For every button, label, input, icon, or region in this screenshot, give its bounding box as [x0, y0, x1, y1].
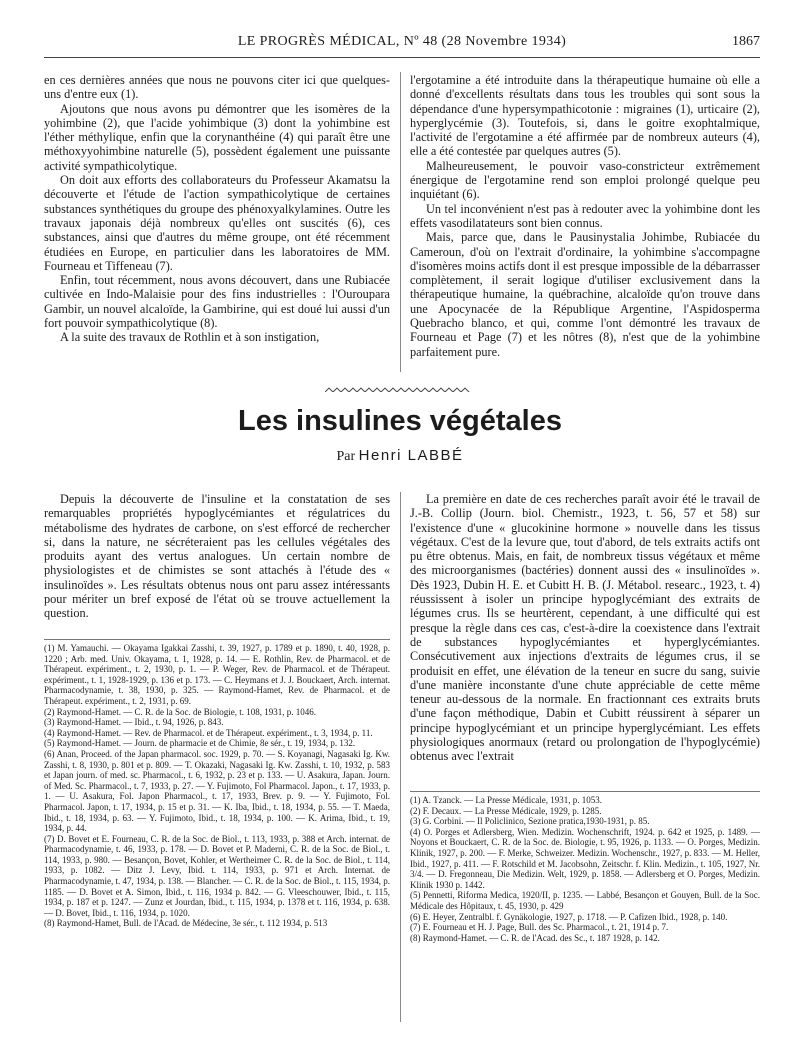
footnote: (7) D. Bovet et E. Fourneau, C. R. de la Soc. de Biol., t. 113, 1933, p. 388 et Arch. internat. de Pharmacodynamie, t. 46, 1933, p. 178. — D. Bovet et P. Maderni, C. R. de la Soc. de Biol., t. 114, 1933, p. 980. — Besançon, Bovet, Kohler, et Wertheimer C. R. de la Soc. de Biol., t. 114, 1933, p. 1082. — Ditz J. Levy, Ibid. t. 114, 1933, p. 971 et Arch. Internat. de Pharmacodynamie, t. 47, 1934, p. 138. — Blancher. — C. R. de la Soc. de Biol., t. 115, 1934, p. 1185. — D. Bovet et A. Simon, Ibid., t. 116, 1934 p. 842. — G. Vleeschouwer, Ibid., t. 115, 1934, p. 187 et p. 1247. — Zunz et Jourdan, Ibid., t. 115, 1934, p. 1378 et t. 116, 1934, p. 638. — D. Bovet, Ibid., t. 116, 1934, p. 1020. [44, 833, 390, 918]
paragraph: Mais, parce que, dans le Pausinystalia Johimbe, Rubiacée du Cameroun, d'où on l'extrait d'ordinaire, la yohimbine s'accompagne d'isomères moins actifs dont il est presque impossible de la débarrasser complètement, il serait logique d'utiliser exclusivement dans la thérapeutique humaine, la québrachine, alcaloïde qu'on trouve dans une Apocynacée de la République Argentine, l'Aspidosperma Quebracho blanco, et qui, comme l'ont démontré les travaux de Fourneau et Page (7) et les nôtres (8), n'est que de la yohimbine parfaitement pure. [410, 230, 760, 359]
paragraph: On doit aux efforts des collaborateurs du Professeur Akamatsu la découverte et l'étude de l'action sympathicolytique de certaines substances synthétiques du groupe des phénoxyalkylamines. Outre les travaux japonais déjà nombreux qu'elles ont suscités (6), ces substances, ainsi que d'autres du même groupe, ont été récemment étudiées en Europe, en particulier dans les laboratoires de MM. Fourneau et Tiffeneau (7). [44, 173, 390, 273]
footnote: (6) E. Heyer, Zentralbl. f. Gynäkologie, 1927, p. 1718. — P. Cafizen Ibid., 1928, p. 140. [410, 911, 728, 922]
page-number: 1867 [732, 34, 760, 49]
footnote-rule [410, 791, 760, 792]
prev-article-left-column [44, 73, 390, 345]
footnote: (7) E. Fourneau et H. J. Page, Bull. des Sc. Pharmacol., t. 21, 1914 p. 7. [410, 922, 669, 933]
paragraph: Depuis la découverte de l'insuline et la constatation de ses remarquables propriétés hypoglycémiantes et régulatrices du métabolisme des hydrates de carbone, on s'est efforcé de rechercher si, dans la nature, ne sécréteraient pas les cellules végétales des produits ayant des vertus analogues. Un certain nombre de physiologistes et de chimistes se sont attachés à l'étude des « insulinoïdes ». Les résultats obtenus nous ont paru assez intéressants pour mériter un bref exposé de l'état où se trouve actuellement la question. [44, 492, 390, 621]
footnote-rule [44, 639, 390, 640]
footnote: (6) Anan, Proceed. of the Japan pharmacol. soc. 1929, p. 70. — S. Koyanagi, Nagasaki Ig. Kw. Zasshi, t. 8, 1930, p. 801 et p. 809. — T. Okazaki, Nagasaki Ig. Kw. Zasshi, t. 10, 1932, p. 583 et Japan journ. of med. sc. Pharmacol., t. 6, 1932, p. 23 et p. 133. — U. Asakura, Japan. Journ. of Med. Sc. Pharmacol., t. 7, 1933, p. 27. — Y. Fujimoto, Fol Pharmacol. Japon., t. 17, 1933, p. 1. — U. Asakura, Fol. Japon Pharmacol., t. 17, 1933, Brev. p. 9. — Y. Fujimoto, Fol. Pharmacol. Japon, t. 17, 1934, p. 15 et p. 31. — K. Iba, Ibid., t. 18, 1934, p. 55. — T. Maeda, Ibid., t. 18, 1934, p. 63. — Y. Fujimoto, Ibid., t. 18, 1934, p. 100. — K. Arima, Ibid., t. 19, 1934, p. 44. [44, 748, 390, 834]
article-title: Les insulines végétales [238, 405, 562, 437]
footnote: (1) M. Yamauchi. — Okayama Igakkai Zasshi, t. 39, 1927, p. 1789 et p. 1890, t. 40, 1928, p. 1220 ; Arb. med. Univ. Okayama, t. 1, 1928, p. 14. — E. Rothlin, Rev. de Pharmacol. et de Thérapeut. expériment., t. 2, 1930, p. 1. — P. Weger, Rev. de Pharmacol. et de Thérapeut. expériment., t. 1, 1928-1929, p. 136 et p. 173. — C. Heymans et J. J. Bouckaert, Arch. internat. Pharmacodynamie, t. 38, 1930, p. 325. — Raymond-Hamet, Rev. de Pharmacol. et de Thérapeut. expériment., t. 2, 1931, p. 69. [44, 643, 390, 706]
footnote: (8) Raymond-Hamet, Bull. de l'Acad. de Médecine, 3e sér., t. 112 1934, p. 513 [44, 918, 328, 929]
footnote: (3) Raymond-Hamet. — Ibid., t. 94, 1926, p. 843. [44, 717, 224, 728]
paragraph: A la suite des travaux de Rothlin et à son instigation, [60, 330, 320, 345]
running-header [44, 34, 760, 54]
column-divider [400, 492, 401, 1022]
footnotes-right [410, 795, 760, 943]
paragraph: Enfin, tout récemment, nous avons découvert, dans une Rubiacée cultivée en Indo-Malaisie pour des fins industrielles : l'Ouroupara Gambir, un nouvel alcaloïde, la Gambirine, qui est doué lui aussi d'un fort pouvoir sympathicolytique (8). [44, 273, 390, 331]
journal-title: LE PROGRÈS MÉDICAL, Nº 48 (28 Novembre 1934) [237, 34, 567, 49]
column-divider [400, 72, 401, 372]
footnote: (2) Raymond-Hamet. — C. R. de la Soc. de Biologie, t. 108, 1931, p. 1046. [44, 706, 316, 717]
paragraph: Un tel inconvénient n'est pas à redouter avec la yohimbine dont les effets vasodilatateurs sont bien connus. [410, 201, 760, 230]
article-byline [0, 447, 800, 465]
byline-prefix: Par [336, 449, 356, 464]
article-right-column [410, 492, 760, 764]
paragraph: Ajoutons que nous avons pu démontrer que les isomères de la yohimbine (2), que l'acide yohimbique (3) dont la yohimbine est l'éther méthylique, enfin que la corynanthéine (4) qui paraît être une méthoxyyohimbine naturelle (5), possèdent également une puissante activité sympathicolytique. [44, 101, 390, 173]
footnote: (8) Raymond-Hamet. — C. R. de l'Acad. des Sc., t. 187 1928, p. 142. [410, 932, 660, 943]
paragraph: en ces dernières années que nous ne pouvons citer ici que quelques-uns d'entre eux (1). [44, 73, 390, 102]
author-name: Henri LABBÉ [358, 447, 464, 464]
paragraph: Malheureusement, le pouvoir vaso-constricteur extrêmement énergique de l'ergotamine rend son emploi prolongé quelque peu inquiétant (6). [410, 158, 760, 202]
article-left-column [44, 492, 390, 621]
footnote: (4) O. Porges et Adlersberg, Wien. Medizin. Wochenschrift, 1924. p. 642 et 1925, p. 1489. — Noyons et Bouckaert, C. R. de la Soc. de. Biologie, t. 95, 1926, p. 1133. — O. Porges, Medizin. Klinik, 1927, p. 200. — F. Merke, Schweizer. Medizin. Wochenschr., 1927, p. 833. — M. Heller, Ibid., 1927, p. 411. — F. Rotschild et M. Jacobsohn, Zeitschr. f. Klin. Medizin., t. 105, 1927, Nr. 3/4. — D. Fregonneau, Die Medizin. Welt, 1929, p. 1858. — Adlersberg et O. Porges, Medizin. Klinik 1930 p. 1442. [410, 826, 760, 890]
header-rule [44, 57, 760, 58]
paragraph: La première en date de ces recherches paraît avoir été le travail de J.-B. Collip (Journ. biol. Chemistr., 1923, t. 56, 57 et 58) sur l'existence d'une « glucokinine hormone » nouvelle dans les tissus végétaux. C'est de la levure que, tout d'abord, de tels extraits actifs ont pu être obtenus. Mais, en fait, de nombreux tissus végétaux et même des microorganismes (bactéries) donnent aussi des « insulinoïdes ». Dès 1923, Dubin H. E. et Cubitt H. B. (J. Métabol. researc., 1923, t. 4) réussissent à isoler un principe hypoglycémiant des extraits de légumes crus. Ils se heurtèrent, cependant, à une difficulté qui est presque la règle dans ces cas, c'est-à-dire la coexistence dans l'extrait de substances hypoglycémiantes et hyperglycémiantes. Consécutivement aux injections d'extraits de légumes crus, il se produisit en effet, une élévation de la teneur en sucre du sang, suivie d'une manière inconstante d'une chute appréciable de cette même teneur au-dessous de la normale. En fractionnant ces extraits bruts d'une façon méthodique, Dabin et Cubitt réussirent à séparer un principe hypoglycémiant et un principe hyperglycémiant. Les effets physiologiques anormaux (retard ou prolongation de l'hypoglycémie) obtenus avec l'extrait [410, 492, 760, 764]
footnote: (1) A. Tzanck. — La Presse Médicale, 1931, p. 1053. [410, 795, 603, 805]
footnote: (5) Pennetti, Riforma Medica, 1920/II, p. 1235. — Labbé, Besançon et Gouyen, Bull. de la Soc. Médicale des Hôpitaux, t. 45, 1930, p. 429 [410, 890, 760, 911]
paragraph: l'ergotamine a été introduite dans la thérapeutique humaine où elle a donné d'excellents résultats dans tous les troubles qui sont sous la dépendance d'une hypersympathicotonie : migraines (1), urticaire (2), hyperglycémie (3). Toutefois, si, dans le goitre exophtalmique, l'activité de l'ergotamine a été affirmée par de nombreux auteurs (4), elle a été contestée par quelques autres (5). [410, 73, 760, 159]
footnote: (5) Raymond-Hamet. — Journ. de pharmacie et de Chimie, 8e sér., t. 19, 1934, p. 132. [44, 738, 356, 749]
footnote: (2) F. Decaux. — La Presse Médicale, 1929, p. 1285. [410, 805, 602, 816]
footnote: (3) G. Corbini. — Il Policlinico, Sezione pratica,1930-1931, p. 85. [410, 816, 650, 827]
footnotes-left [44, 643, 390, 929]
prev-article-right-column [410, 73, 760, 359]
ornament-separator [325, 384, 475, 392]
footnote: (4) Raymond-Hamet. — Rev. de Pharmacol. et de Thérapeut. expériment., t. 3, 1934, p. 11. [44, 727, 373, 738]
